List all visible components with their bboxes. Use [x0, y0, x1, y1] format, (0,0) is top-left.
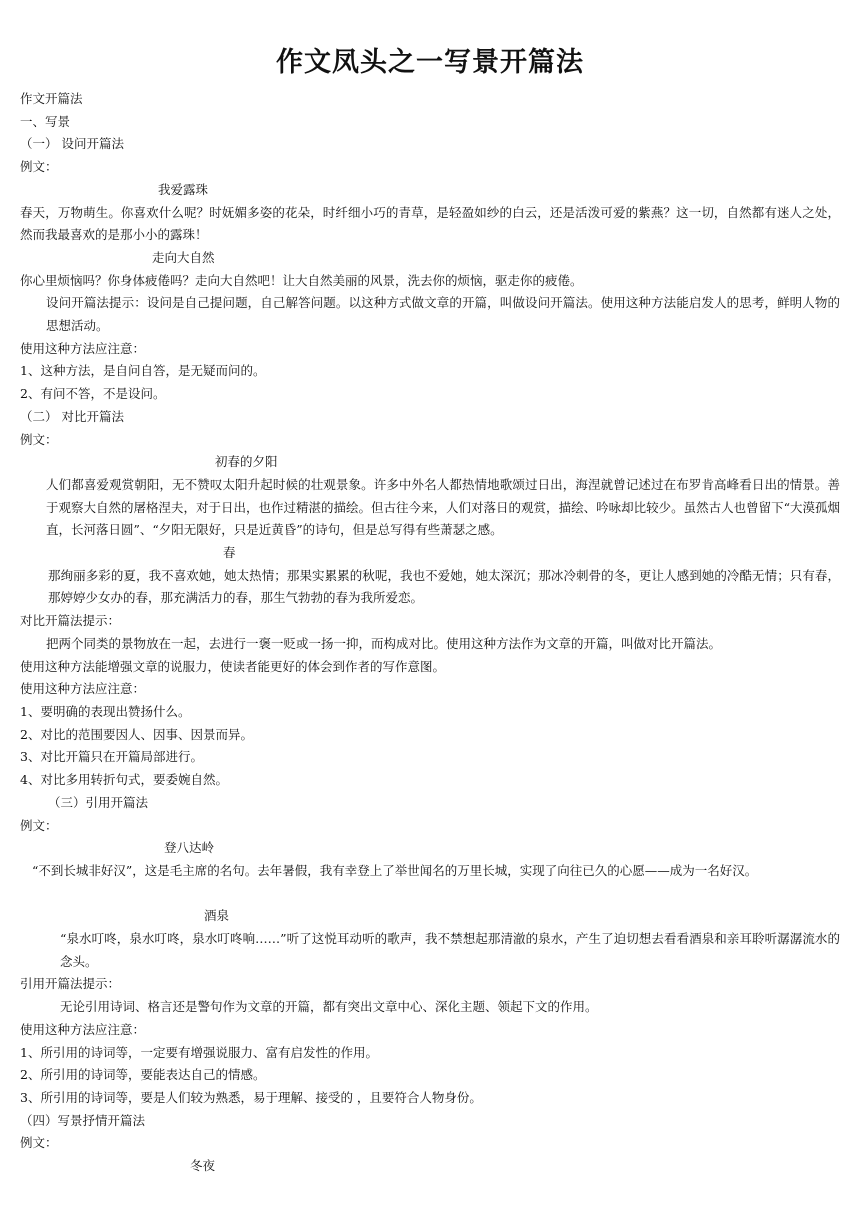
- subsection-heading-quote: （三）引用开篇法: [48, 794, 149, 810]
- notes-heading: 使用这种方法应注意：: [20, 340, 146, 356]
- method-tip-paragraph: 把两个同类的景物放在一起，去进行一褒一贬或一扬一抑，而构成对比。使用这种方法作为文章的开篇，叫做对比开篇法。: [46, 635, 722, 651]
- list-item: 2、对比的范围要因人、因事、因景而异。: [20, 726, 253, 742]
- method-tip-heading: 对比开篇法提示：: [20, 613, 121, 629]
- example-title: 春: [223, 545, 236, 561]
- subsection-heading-question: （一） 设问开篇法: [20, 136, 124, 152]
- example-paragraph: 人们都喜爱观赏朝阳，无不赞叹太阳升起时候的壮观景象。许多中外名人都热情地歌颂过日出，海涅就曾记述过在布罗肯高峰看日出的情景。善于观察大自然的屠格涅夫，对于日出，也作过精湛的描绘。但古往今来，人们对落日的观赏，描绘、吟咏却比较少。虽然古人也曾留下“大漠孤烟直，长河落日圆”、“夕阳无限好，只是近黄昏”的诗句，但是总写得有些萧瑟之感。: [46, 476, 840, 538]
- method-tip-heading: 引用开篇法提示：: [20, 976, 121, 992]
- heading-essay-openings: 作文开篇法: [20, 91, 83, 106]
- notes-heading: 使用这种方法应注意：: [20, 681, 146, 697]
- example-title: 登八达岭: [164, 840, 215, 856]
- example-paragraph: “不到长城非好汉”，这是毛主席的名句。去年暑假，我有幸登上了举世闻名的万里长城，实现了向往已久的心愿——成为一名好汉。: [32, 862, 758, 878]
- example-label: 例文：: [20, 431, 58, 447]
- document-page: [20, 0, 840, 1178]
- example-paragraph: 春天，万物萌生。你喜欢什么呢？时妩媚多姿的花朵，时纤细小巧的青草，是轻盈如纱的白云，还是活泼可爱的紫燕？这一切，自然都有迷人之处，然而我最喜欢的是那小小的露珠！: [20, 204, 840, 243]
- example-paragraph: “泉水叮咚，泉水叮咚，泉水叮咚响……”听了这悦耳动听的歌声，我不禁想起那清澈的泉水，产生了迫切想去看看酒泉和亲耳聆听潺潺流水的念头。: [60, 931, 840, 969]
- example-paragraph: 那绚丽多彩的夏，我不喜欢她，她太热情；那果实累累的秋呢，我也不爱她，她太深沉；那冰冷刺骨的冬，更让人感到她的冷酷无情；只有春，那婷婷少女办的春，那充满活力的春，那生气勃勃的春为我所爱恋。: [48, 567, 840, 606]
- example-label: 例文：: [20, 817, 58, 833]
- example-paragraph: 你心里烦恼吗？你身体疲倦吗？走向大自然吧！让大自然美丽的风景，洗去你的烦恼，驱走你的疲倦。: [20, 272, 583, 288]
- method-tip-paragraph: 使用这种方法能增强文章的说服力，使读者能更好的体会到作者的写作意图。: [20, 658, 446, 674]
- blank-line: [20, 883, 840, 906]
- list-item: 3、所引用的诗词等，要是人们较为熟悉，易于理解、接受的 ，且要符合人物身份。: [20, 1089, 482, 1105]
- list-item: 1、这种方法，是自问自答，是无疑而问的。: [20, 363, 266, 379]
- list-item: 1、要明确的表现出赞扬什么。: [20, 703, 191, 719]
- example-label: 例文：: [20, 1135, 58, 1151]
- example-title: 初春的夕阳: [215, 454, 278, 470]
- document-title: 作文凤头之一写景开篇法: [276, 47, 584, 78]
- list-item: 2、有问不答，不是设问。: [20, 386, 166, 402]
- example-title: 酒泉: [204, 908, 230, 924]
- subsection-heading-scenery-emotion: （四）写景抒情开篇法: [20, 1112, 146, 1128]
- method-tip-paragraph: 设问开篇法提示：设问是自己提问题，自己解答问题。以这种方式做文章的开篇，叫做设问开篇法。使用这种方法能启发人的思考，鲜明人物的思想活动。: [46, 295, 840, 334]
- list-item: 4、对比多用转折句式，要委婉自然。: [20, 772, 228, 788]
- list-item: 2、所引用的诗词等，要能表达自己的情感。: [20, 1067, 266, 1083]
- method-tip-paragraph: 无论引用诗词、格言还是警句作为文章的开篇，都有突出文章中心、深化主题、领起下文的作用。: [60, 999, 598, 1015]
- example-title: 冬夜: [190, 1158, 216, 1174]
- example-label: 例文：: [20, 159, 58, 175]
- example-title: 我爱露珠: [158, 181, 209, 197]
- list-item: 3、对比开篇只在开篇局部进行。: [20, 749, 203, 765]
- section-heading-scenery: 一、写景: [20, 113, 71, 129]
- example-title: 走向大自然: [152, 249, 215, 265]
- subsection-heading-contrast: （二） 对比开篇法: [20, 408, 124, 424]
- list-item: 1、所引用的诗词等，一定要有增强说服力、富有启发性的作用。: [20, 1044, 378, 1060]
- notes-heading: 使用这种方法应注意：: [20, 1021, 146, 1037]
